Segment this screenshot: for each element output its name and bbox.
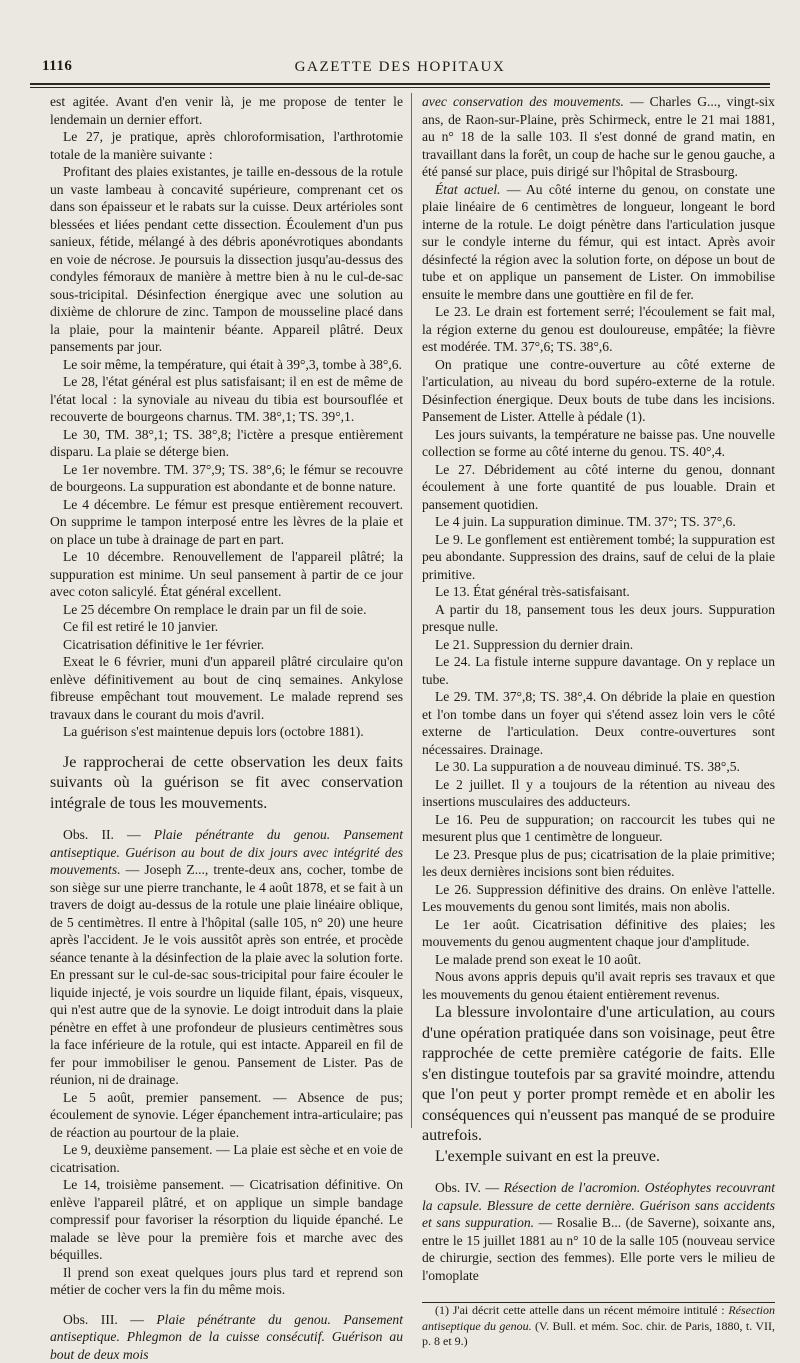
paragraph: Le 23. Presque plus de pus; cicatrisation de la plaie primitive; les deux dernières incisions sont bien réduites.: [422, 846, 775, 881]
journal-title: GAZETTE DES HOPITAUX: [30, 59, 770, 76]
observation-text: — Rosalie B... (de Saverne), soixante ans, entre le 15 juillet 1881 au n° 10 de la salle 105 (nouveau service de chirurgie, section des femmes). Elle porte vers le milieu de l'omoplate: [422, 1215, 775, 1283]
paragraph: Le 2 juillet. Il y a toujours de la rétention au niveau des insertions musculaires des adducteurs.: [422, 776, 775, 811]
paragraph: Le 9, deuxième pansement. — La plaie est sèche et en voie de cicatrisation.: [50, 1141, 403, 1176]
header-rule-thin: [30, 87, 770, 88]
paragraph: [422, 93, 775, 181]
paragraph: Le 21. Suppression du dernier drain.: [422, 636, 775, 654]
paragraph: Le 4 décembre. Le fémur est presque entièrement recouvert. On supprime le tampon interposé entre les lèvres de la plaie et on place un tube à drainage de part en part.: [50, 496, 403, 549]
transition-paragraph: Je rapprocherai de cette observation les deux faits suivants où la guérison se fit avec conservation intégrale de tous les mouvements.: [50, 753, 403, 815]
observation-label: Obs. III. —: [63, 1312, 156, 1327]
left-column: [50, 93, 403, 1363]
paragraph: Les jours suivants, la température ne baisse pas. Une nouvelle collection se forme au côté interne du genou. TS. 40°,4.: [422, 426, 775, 461]
paragraph: est agitée. Avant d'en venir là, je me propose de tenter le lendemain un dernier effort.: [50, 93, 403, 128]
paragraph: Le 27, je pratique, après chloroformisation, l'arthrotomie totale de la manière suivante :: [50, 128, 403, 163]
paragraph: Le 4 juin. La suppuration diminue. TM. 37°; TS. 37°,6.: [422, 513, 775, 531]
paragraph: Cicatrisation définitive le 1er février.: [50, 636, 403, 654]
paragraph: Le 25 décembre On remplace le drain par un fil de soie.: [50, 601, 403, 619]
observation-2: [50, 826, 403, 1089]
paragraph: La guérison s'est maintenue depuis lors (octobre 1881).: [50, 723, 403, 741]
observation-3: [50, 1311, 403, 1363]
paragraph: Le 14, troisième pansement. — Cicatrisation définitive. On enlève l'appareil plâtré, et on applique un simple bandage compressif pour favoriser la résorption du liquide épanché. Le malade se lève pour la première fois et marche avec des béquilles.: [50, 1176, 403, 1264]
footnote-italic: Résection antiseptique du genou.: [422, 1303, 775, 1333]
transition-paragraph: L'exemple suivant en est la preuve.: [422, 1147, 775, 1168]
transition-paragraph: La blessure involontaire d'une articulation, au cours d'une opération pratiquée dans son voisinage, peut être rapprochée de cette première catégorie de faits. Elle s'en distingue toutefois par sa gravité moindre, attendu que l'on peut y porter prompt remède et en abolir les conséquences qui n'eussent pas manqué de se produire autrefois.: [422, 1003, 775, 1147]
paragraph: Nous avons appris depuis qu'il avait repris ses travaux et que les mouvements du genou étaient entièrement revenus.: [422, 968, 775, 1003]
observation-text: — Joseph Z..., trente-deux ans, cocher, tombe de son siège sur une pierre tranchante, le 4 août 1878, et se fait à un travers de doigt au-dessus de la rotule une plaie linéaire oblique, de 5 centimètres. Il entre à l'hôpital (salle 105, n° 20) une heure après l'accident. Je le vois aussitôt après son entrée, et procède séance tenante à la désinfection de la plaie avec la solution forte. En pressant sur le cul-de-sac sous-tricipital pour faire écouler le liquide injecté, je vois sourdre un liquide filant, épais, visqueux, qui n'est autre que de la synovie. Le doigt introduit dans la plaie pénètre en effet à une profondeur de plusieurs centimètres sous la face inférieure de la rotule, qui est intacte. Appareil en fil de fer pour immobiliser le genou. Pansement de Lister. Pas de réunion, ni de drainage.: [50, 862, 403, 1087]
right-column: [422, 93, 775, 1350]
paragraph-text: — Charles G..., vingt-six ans, de Raon-sur-Plaine, près Schirmeck, entre le 21 mai 1881, au n° 18 de la salle 103. Il s'est donné de grand matin, en travaillant dans la forêt, un coup de hache sur le genou gauche, a été pansé sur place, puis dirigé sur l'hôpital de Strasbourg.: [422, 94, 775, 179]
observation-title: Plaie pénétrante du genou. Pansement antiseptique. Guérison au bout de dix jours avec intégrité des mouvements.: [50, 827, 403, 877]
paragraph: Le 13. État général très-satisfaisant.: [422, 583, 775, 601]
page-number: 1116: [42, 58, 72, 75]
paragraph: Le 28, l'état général est plus satisfaisant; il en est de même de l'état local : la synoviale au niveau du tibia est boursouflée et recouverte de bourgeons charnus. TM. 38°,1; TS. 39°,1.: [50, 373, 403, 426]
paragraph: Le 1er novembre. TM. 37°,9; TS. 38°,6; le fémur se recouvre de bourgeons. La suppuration est abondante et de bonne nature.: [50, 461, 403, 496]
footnote-text: (1) J'ai décrit cette attelle dans un récent mémoire intitulé :: [435, 1303, 728, 1317]
observation-title: Plaie pénétrante du genou. Pansement antiseptique. Phlegmon de la cuisse consécutif. Guérison au bout de deux mois: [50, 1312, 403, 1362]
footnote-tail: (V. Bull. et mém. Soc. chir. de Paris, 1880, t. VII, p. 8 et 9.): [422, 1319, 775, 1349]
paragraph: Profitant des plaies existantes, je taille en-dessous de la rotule un vaste lambeau à concavité supérieure, comprenant cet os dans son épaisseur et le rabats sur la cuisse. Deux artérioles sont blessées et liées pendant cette dissection. Écoulement d'un pus sanieux, fétide, mélangé à des débris aponévrotiques abondants en voie de nécrose. Je poursuis la dissection jusqu'au-dessus des condyles fémoraux de manière à mettre bien à nu le cul-de-sac sous-tricipital. Désinfection énergique avec une solution au dixième de chlorure de zinc. Tampon de mousseline placé dans la plaie, pour la maintenir béante. Appareil plâtré. Deux pansements par jour.: [50, 163, 403, 356]
paragraph: Le 5 août, premier pansement. — Absence de pus; écoulement de synovie. Léger épanchement intra-articulaire; pas de réaction au pourtour de la plaie.: [50, 1089, 403, 1142]
paragraph: Le 1er août. Cicatrisation définitive des plaies; les mouvements du genou augmentent chaque jour d'amplitude.: [422, 916, 775, 951]
observation-label: Obs. IV. —: [435, 1180, 504, 1195]
paragraph: Le 24. La fistule interne suppure davantage. On y replace un tube.: [422, 653, 775, 688]
italic-phrase: avec conservation des mouvements.: [422, 94, 624, 109]
paragraph: Le 10 décembre. Renouvellement de l'appareil plâtré; la suppuration est minime. Un seul pansement à partir de ce jour avec coton salicylé. État général excellent.: [50, 548, 403, 601]
paragraph: Le 23. Le drain est fortement serré; l'écoulement se fait mal, la région externe du genou est douloureuse, empâtée; la fièvre est modérée. TM. 37°,6; TS. 38°,6.: [422, 303, 775, 356]
paragraph: Le malade prend son exeat le 10 août.: [422, 951, 775, 969]
observation-label: Obs. II. —: [63, 827, 154, 842]
paragraph: Il prend son exeat quelques jours plus tard et reprend son métier de cocher vers la fin du même mois.: [50, 1264, 403, 1299]
paragraph: Le 26. Suppression définitive des drains. On enlève l'attelle. Les mouvements du genou sont limités, mais non abolis.: [422, 881, 775, 916]
paragraph: On pratique une contre-ouverture au côté externe de l'articulation, au niveau du bord supéro-externe de la rotule. Désinfection énergique. Deux bouts de tube dans les incisions. Pansement de Lister. Attelle à pédale (1).: [422, 356, 775, 426]
header-rule-thick: [30, 83, 770, 85]
paragraph: Le 16. Peu de suppuration; on raccourcit les tubes qui ne mesurent plus que 1 centimètre de longueur.: [422, 811, 775, 846]
paragraph-text: — Au côté interne du genou, on constate une plaie linéaire de 6 centimètres de longueur, longeant le bord interne de la rotule. Le doigt pénètre dans l'articulation jusque sur le condyle interne du fémur, qui est intact. Après avoir désinfecté la région avec la solution forte, on dépose un bout de tube et on applique un pansement de Lister. On immobilise ensuite le membre dans une gouttière en fil de fer.: [422, 182, 775, 302]
paragraph: Le 9. Le gonflement est entièrement tombé; la suppuration est peu abondante. Suppression des drains, sauf de celui de la plaie primitive.: [422, 531, 775, 584]
paragraph: Ce fil est retiré le 10 janvier.: [50, 618, 403, 636]
footnote: [422, 1303, 775, 1350]
column-divider: [411, 93, 412, 1128]
paragraph: Le 30, TM. 38°,1; TS. 38°,8; l'ictère a presque entièrement disparu. La plaie se déterge bien.: [50, 426, 403, 461]
paragraph: Le soir même, la température, qui était à 39°,3, tombe à 38°,6.: [50, 356, 403, 374]
paragraph: A partir du 18, pansement tous les deux jours. Suppuration presque nulle.: [422, 601, 775, 636]
paragraph: Le 29. TM. 37°,8; TS. 38°,4. On débride la plaie en question et l'on tombe dans un foyer qui s'étend assez loin vers le côté externe de l'articulation. Deux contre-ouvertures sont nécessaires. Drainage.: [422, 688, 775, 758]
page-header: [30, 56, 770, 82]
paragraph: Le 27. Débridement au côté interne du genou, donnant écoulement à une forte quantité de pus louable. Drain et pansement quotidien.: [422, 461, 775, 514]
observation-title: Résection de l'acromion. Ostéophytes recouvrant la capsule. Blessure de cette dernière. Guérison sans accidents et sans suppuration.: [422, 1180, 775, 1230]
paragraph: Le 30. La suppuration a de nouveau diminué. TS. 38°,5.: [422, 758, 775, 776]
paragraph: [422, 181, 775, 304]
paragraph: Exeat le 6 février, muni d'un appareil plâtré circulaire qu'on enlève définitivement au bout de cinq semaines. Ankylose fibreuse empêchant tout mouvement. Le malade reprend ses travaux dans le courant du mois d'avril.: [50, 653, 403, 723]
italic-phrase: État actuel.: [435, 182, 501, 197]
observation-4: [422, 1179, 775, 1284]
